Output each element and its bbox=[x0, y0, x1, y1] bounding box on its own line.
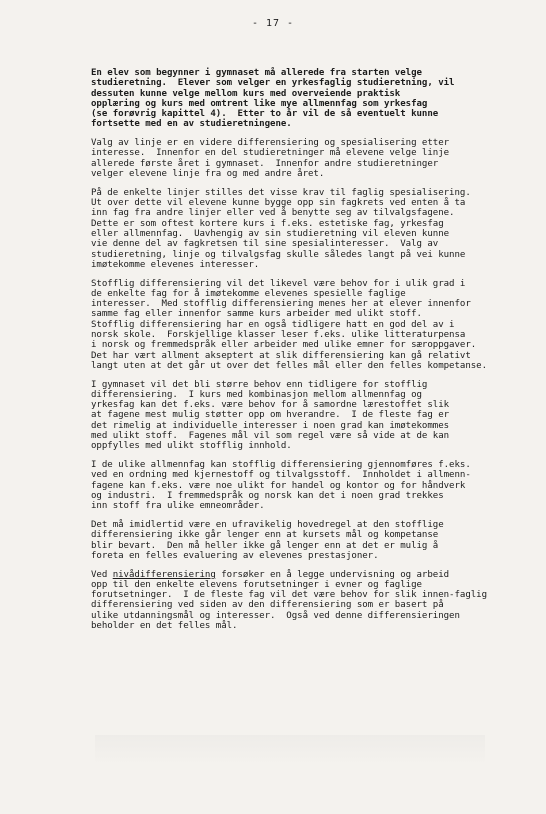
page-number: - 17 - bbox=[251, 18, 295, 29]
text-line: velger elevene linje fra og med andre året. bbox=[91, 169, 325, 180]
text-line: og industri. I fremmedspråk og norsk kan det i noen grad trekkes bbox=[91, 490, 444, 501]
text-line: Ved nivådifferensiering forsøker en å legge undervisning og arbeid bbox=[91, 569, 450, 580]
text-line: de enkelte fag for å imøtekomme elevenes spesielle faglige bbox=[91, 288, 406, 299]
text-line: imøtekomme elevenes interesser. bbox=[91, 259, 260, 270]
text-line: inn fag fra andre linjer eller ved å benytte seg av tilvalgsfagene. bbox=[91, 208, 455, 219]
text-line: interesse. Innenfor en del studieretninger må elevene velge linje bbox=[91, 148, 450, 159]
text-line: studieretning. Elever som velger en yrkesfaglig studieretning, vil bbox=[91, 78, 455, 89]
paragraph bbox=[91, 68, 516, 130]
text-line: fortsette med en av studieretningene. bbox=[91, 119, 292, 130]
text-line: norsk skole. Forskjellige klasser leser f.eks. ulike litteraturpensa bbox=[91, 330, 466, 340]
paragraph bbox=[91, 380, 516, 452]
text-line: I gymnaset vil det bli større behov enn tidligere for stofflig bbox=[91, 379, 428, 390]
text-line: opp til den enkelte elevens forutsetninger i evner og faglige bbox=[91, 579, 422, 590]
paragraph bbox=[91, 520, 516, 561]
text-line: oppfylles med ulikt stofflig innhold. bbox=[91, 441, 292, 452]
text-line: langt uten at det går ut over det felles mål eller den felles kompetanse. bbox=[91, 360, 488, 371]
text-line: differensiering ikke går lenger enn at kursets mål og kompetanse bbox=[91, 530, 439, 541]
text-line: Det må imidlertid være en ufravikelig hovedregel at den stofflige bbox=[91, 519, 444, 530]
body-text bbox=[91, 68, 516, 640]
paragraph bbox=[91, 570, 516, 632]
text-line: beholder en det felles mål. bbox=[91, 620, 238, 631]
text-line: forutsetninger. I de fleste fag vil det være behov for slik innen-faglig bbox=[91, 590, 488, 601]
text-line: foreta en felles evaluering av elevenes prestasjoner. bbox=[91, 550, 379, 561]
text-line: allerede første året i gymnaset. Innenfor andre studieretninger bbox=[91, 158, 439, 169]
text-line: fagene kan f.eks. være noe ulikt for handel og kontor og for håndverk bbox=[91, 480, 466, 491]
paragraph bbox=[91, 279, 516, 372]
paragraph bbox=[91, 138, 516, 179]
text-line: Det har vært allment akseptert at slik differensiering kan gå relativt bbox=[91, 350, 471, 361]
text-line: det rimelig at individuelle interesser i noen grad kan imøtekommes bbox=[91, 420, 450, 431]
text-line: Ut over dette vil elevene kunne bygge opp sin fagkrets ved enten å ta bbox=[91, 198, 466, 209]
text-line: differensiering ved siden av den differensiering som er basert på bbox=[91, 600, 444, 611]
text-line: eller allmennfag. Uavhengig av sin studieretning vil eleven kunne bbox=[91, 228, 450, 239]
text-line: ved en ordning med kjernestoff og tilvalgsstoff. Innholdet i allmenn- bbox=[91, 470, 471, 481]
paragraph bbox=[91, 460, 516, 511]
text-line: at fagene mest mulig støtter opp om hverandre. I de fleste fag er bbox=[91, 410, 450, 421]
text-line: I de ulike allmennfag kan stofflig differensiering gjennomføres f.eks. bbox=[91, 460, 471, 471]
text-line: På de enkelte linjer stilles det visse krav til faglig spesialisering. bbox=[91, 187, 471, 198]
paragraph bbox=[91, 188, 516, 270]
text-line: ulike utdanningsmål og interesser. Også ved denne differensieringen bbox=[91, 610, 460, 621]
text-line: Dette er som oftest kortere kurs i f.eks. estetiske fag, yrkesfag bbox=[91, 218, 444, 229]
text-line: studieretning, linje og tilvalgsfag skulle således langt på vei kunne bbox=[91, 249, 466, 260]
text-line: med ulikt stoff. Fagenes mål vil som regel være så vide at de kan bbox=[91, 431, 450, 442]
text-line: samme fag eller innenfor samme kurs arbeider med ulikt stoff. bbox=[91, 309, 422, 320]
underlined-term: nivådifferensiering bbox=[112, 569, 216, 580]
text-line: yrkesfag kan det f.eks. være behov for å samordne lærestoffet slik bbox=[91, 400, 450, 411]
text-line: (se forøvrig kapittel 4). Etter to år vil de så eventuelt kunne bbox=[91, 109, 439, 120]
text-line: interesser. Med stofflig differensiering menes her at elever innenfor bbox=[91, 299, 471, 310]
text-line: vie denne del av fagkretsen til sine spesialinteresser. Valg av bbox=[91, 239, 439, 250]
text-line: En elev som begynner i gymnaset må allerede fra starten velge bbox=[91, 68, 422, 78]
text-line: i norsk og fremmedspråk eller arbeider med ulike emner for særoppgaver. bbox=[91, 340, 477, 351]
text-line: blir bevart. Den må heller ikke gå lenger enn at det er mulig å bbox=[91, 540, 439, 551]
text-line: Valg av linje er en videre differensiering og spesialisering etter bbox=[91, 138, 450, 149]
text-line: Stofflig differensiering har en også tidligere hatt en god del av i bbox=[91, 319, 455, 330]
page-shadow bbox=[95, 735, 485, 765]
text-line: Stofflig differensiering vil det likevel være behov for i ulik grad i bbox=[91, 278, 466, 289]
text-line: opplæring og kurs med omtrent like mye allmennfag som yrkesfag bbox=[91, 98, 428, 109]
text-line: differensiering. I kurs med kombinasjon mellom allmennfag og bbox=[91, 389, 422, 400]
text-line: inn stoff fra ulike emneområder. bbox=[91, 501, 265, 512]
text-line: dessuten kunne velge mellom kurs med overveiende praktisk bbox=[91, 88, 401, 99]
